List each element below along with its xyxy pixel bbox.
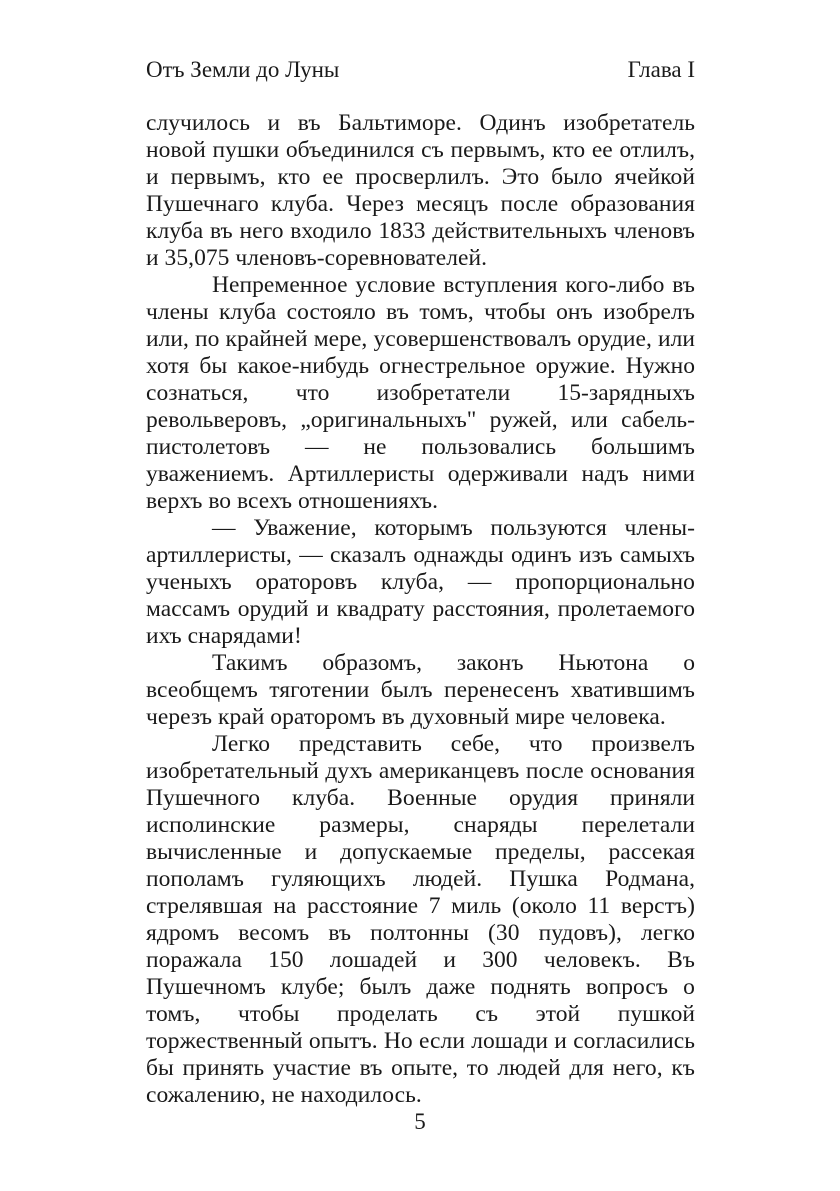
page-number: 5 (414, 1109, 426, 1134)
paragraph-5: Легко представить себе, что произвелъ изобретательный духъ американцевъ после основания Пушечного клуба. Военные орудия приняли исполинские размеры, снаряды перелетали вычисленные и допускаемые пределы, рассекая пополамъ гуляющихъ людей. Пушка Родмана, стрелявшая на расстояние 7 миль (около 11 верстъ) ядромъ весомъ въ полтонны (30 пудовъ), легко поражала 150 лошадей и 300 человекъ. Въ Пушечномъ клубе; былъ даже поднять вопросъ о томъ, чтобы проделать съ этой пушкой торжественный опытъ. Но если лошади и согласились бы принять участие въ опыте, то людей для него, къ сожалению, не находилось. (146, 731, 695, 1108)
paragraph-1: случилось и въ Бальтиморе. Одинъ изобретатель новой пушки объединился съ первымъ, кто ее отлилъ, и первымъ, кто ее просверлилъ. Это было ячейкой Пушечнаго клуба. Через месяцъ после образования клуба въ него входило 1833 действительныхъ членовъ и 35,075 членовъ-соревнователей. (146, 110, 695, 271)
book-title: Отъ Земли до Луны (146, 57, 340, 82)
paragraph-4: Такимъ образомъ, законъ Ньютона о всеобщемъ тяготении былъ перенесенъ хватившимъ черезъ край ораторомъ въ духовный мире человека. (146, 650, 695, 730)
running-header (146, 56, 695, 84)
paragraph-3: — Уважение, которымъ пользуются члены-артиллеристы, — сказалъ однажды одинъ изъ самыхъ ученыхъ ораторовъ клуба, — пропорционально массамъ орудий и квадрату расстояния, пролетаемого ихъ снарядами! (146, 515, 695, 649)
paragraph-2: Непременное условие вступления кого-либо въ члены клуба состояло въ томъ, чтобы онъ изобрелъ или, по крайней мере, усовершенствовалъ орудие, или хотя бы какое-нибудь огнестрельное оружие. Нужно сознаться, что изобретатели 15-зарядныхъ револьверовъ, „оригинальныхъ" ружей, или сабель-пистолетовъ — не пользовались большимъ уважениемъ. Артиллеристы одерживали надъ ними верхъ во всехъ отношенияхъ. (146, 272, 695, 514)
chapter-label: Глава I (627, 57, 695, 82)
body-text (146, 110, 695, 1109)
